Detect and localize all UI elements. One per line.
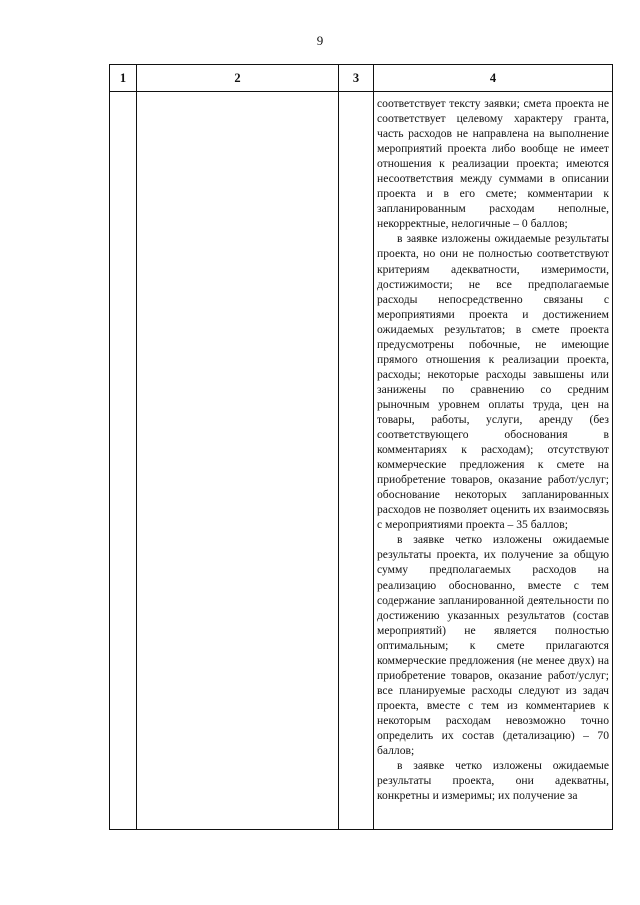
criteria-paragraph: в заявке четко изложены ожидаемые результаты проекта, их получение за общую сумму предполагаемых расходов на реализацию обоснованно, вместе с тем содержание запланированной деятельности по достижению указанных результатов (состав мероприятий) не является полностью оптимальным; к смете прилагаются коммерческие предложения (не менее двух) на приобретение товаров, оказание работ/услуг; все планируемые расходы следуют из задач проекта, вместе с тем из комментариев к некоторым расходам невозможно точно определить их состав (детализацию) – 70 баллов; [377,533,609,758]
cell-col-3 [339,92,374,830]
criteria-paragraph: в заявке изложены ожидаемые результаты проекта, но они не полностью соответствуют критериям адекватности, измеримости, достижимости; не все предполагаемые расходы непосредственно связаны с мероприятиями проекта и достижением ожидаемых результатов; в смете проекта предусмотрены побочные, не имеющие прямого отношения к реализации проекта, расходы; некоторые расходы завышены или занижены по сравнению со средним рыночным уровнем оплаты труда, цен на товары, работы, услуги, аренду (без соответствующего обоснования в комментариях к расходам); отсутствуют коммерческие предложения к смете на приобретение товаров, оказание работ/услуг; обоснование некоторых запланированных расходов не позволяет оценить их взаимосвязь с мероприятиями проекта – 35 баллов; [377,232,609,532]
header-col-1: 1 [110,65,137,92]
criteria-table [109,64,613,830]
criteria-paragraph: в заявке четко изложены ожидаемые результаты проекта, они адекватны, конкретны и измеримы; их получение за [377,759,609,803]
cell-col-1 [110,92,137,830]
header-col-2: 2 [137,65,339,92]
table-row [110,92,613,830]
page-number: 9 [316,33,324,48]
header-col-3: 3 [339,65,374,92]
cell-col-2 [137,92,339,830]
table-header-row [110,65,613,92]
criteria-paragraph: соответствует тексту заявки; смета проекта не соответствует целевому характеру гранта, часть расходов не направлена на выполнение мероприятий проекта либо вообще не имеет отношения к реализации проекта; имеются несоответствия между суммами в описании проекта и в его смете; комментарии к запланированным расходам неполные, некорректные, нелогичные – 0 баллов; [377,97,609,231]
header-col-4: 4 [374,65,613,92]
cell-col-4 [374,92,613,830]
